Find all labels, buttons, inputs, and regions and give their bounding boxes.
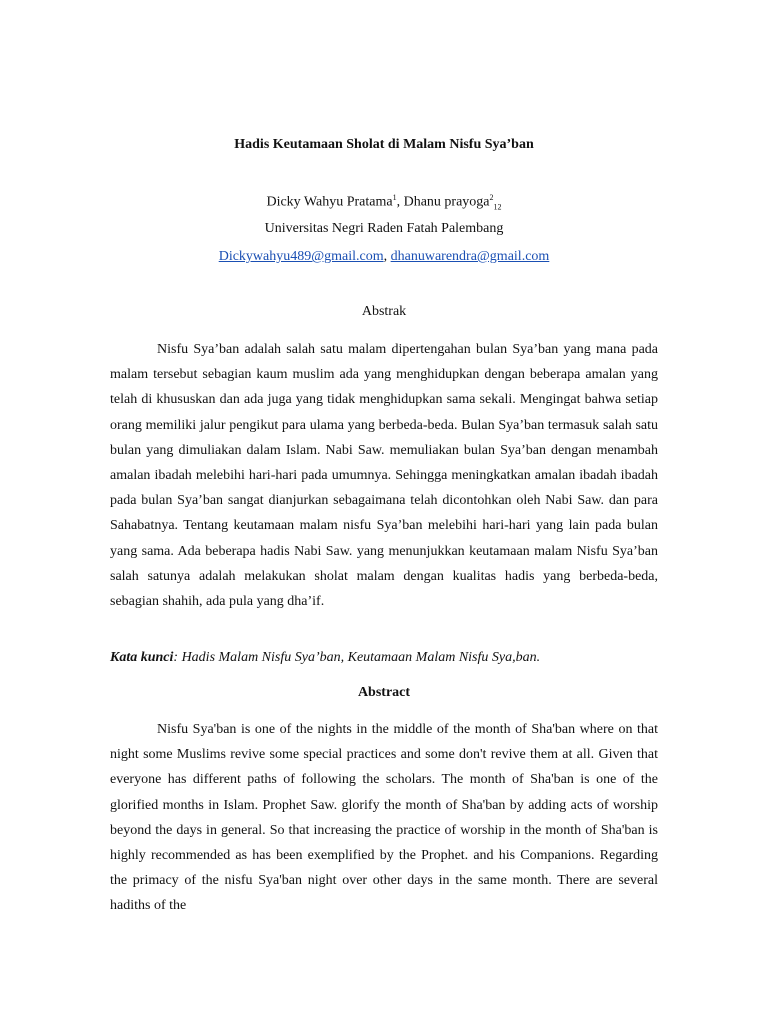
author-1-affiliation-mark: 1 [392, 193, 397, 202]
keywords-line [110, 650, 670, 666]
keywords-label: Kata kunci [110, 650, 174, 665]
author-2-affiliation-mark: 2 [489, 193, 494, 202]
abstrak-heading: Abstrak [361, 304, 407, 319]
abstract-paragraph: Nisfu Sya'ban is one of the nights in the middle of the month of Sha'ban where on that night some Muslims revive some special practices and some don't revive them at all. Given that everyone has different paths of following the scholars. The month of Sha'ban is one of the glorified months in Islam. Prophet Saw. glorify the month of Sha'ban by adding acts of worship beyond the days in general. So that increasing the practice of worship in the month of Sha'ban is highly recommended as has been exemplified by the Prophet. and his Companions. Regarding the primacy of the nisfu Sya'ban night over other days in the same month. There are several hadiths of the [110, 722, 658, 914]
paper-title: Hadis Keutamaan Sholat di Malam Nisfu Sya’ban [234, 137, 534, 152]
keywords-text: : Hadis Malam Nisfu Sya’ban, Keutamaan Malam Nisfu Sya,ban. [173, 650, 541, 665]
author-line [0, 193, 768, 211]
author-1: Dicky Wahyu Pratama [266, 194, 393, 210]
email-link-1[interactable]: Dickywahyu489@gmail.com [218, 249, 384, 264]
abstrak-paragraph: Nisfu Sya’ban adalah salah satu malam dipertengahan bulan Sya’ban yang mana pada malam tersebut sebagian kaum muslim ada yang menghidupkan dengan beberapa amalan yang telah di khususkan dan ada juga yang tidak menghidupkan sama sekali. Mengingat bahwa setiap orang memiliki jalur pengikut para ulama yang berbeda-beda. Bulan Sya’ban termasuk salah satu bulan yang dimuliakan dalam Islam. Nabi Saw. memuliakan bulan Sya’ban dengan menambah amalan ibadah melebihi hari-hari pada umumnya. Sehingga meningkatkan amalan ibadah ibadah pada bulan Sya’ban sangat dianjurkan sebagaimana telah dicontohkan oleh Nabi Saw. dan para Sahabatnya. Tentang keutamaan malam nisfu Sya’ban melebihi hari-hari yang lain pada bulan yang sama. Ada beberapa hadis Nabi Saw. yang menunjukkan keutamaan malam Nisfu Sya’ban salah satunya adalah melakukan sholat malam dengan kualitas hadis yang berbeda-beda, sebagian shahih, ada pula yang dha’if. [110, 342, 658, 610]
author-separator: , [396, 194, 404, 210]
abstract-heading: Abstract [357, 685, 411, 700]
author-2-sub-mark: 12 [493, 202, 502, 212]
email-line [0, 249, 768, 265]
author-2: Dhanu prayoga [403, 194, 490, 210]
email-separator: , [383, 249, 391, 264]
email-link-2[interactable]: dhanuwarendra@gmail.com [390, 249, 550, 264]
affiliation: Universitas Negri Raden Fatah Palembang [264, 221, 504, 236]
